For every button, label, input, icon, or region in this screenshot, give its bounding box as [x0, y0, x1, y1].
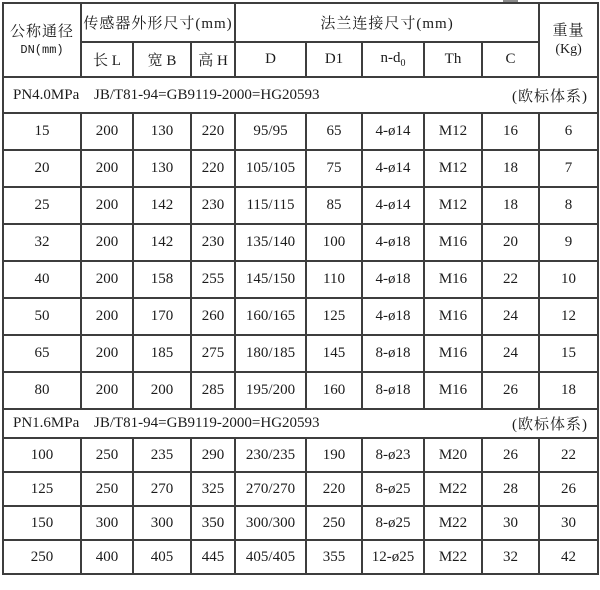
cell-length: 250	[81, 438, 133, 472]
cell-weight: 8	[539, 187, 598, 224]
cell-width: 158	[133, 261, 191, 298]
cell-width: 270	[133, 472, 191, 506]
cell-height: 230	[191, 187, 235, 224]
cell-d1: 85	[306, 187, 362, 224]
cell-height: 325	[191, 472, 235, 506]
header-sensor-group: 传感器外形尺寸(mm)	[81, 3, 235, 42]
header-c: C	[482, 42, 539, 77]
cell-c: 16	[482, 113, 539, 150]
cell-weight: 7	[539, 150, 598, 187]
cell-height: 260	[191, 298, 235, 335]
section-pressure: PN4.0MPa	[13, 86, 80, 103]
cell-weight: 30	[539, 506, 598, 540]
cell-th: M16	[424, 261, 482, 298]
section-standard: JB/T81-94=GB9119-2000=HG20593	[94, 86, 320, 103]
cell-nd0: 4-ø18	[362, 298, 424, 335]
cell-width: 405	[133, 540, 191, 574]
cell-d: 160/165	[235, 298, 306, 335]
header-width: 宽 B	[133, 42, 191, 77]
cell-length: 300	[81, 506, 133, 540]
cell-weight: 15	[539, 335, 598, 372]
cell-dn: 15	[3, 113, 81, 150]
header-th: Th	[424, 42, 482, 77]
cell-dn: 150	[3, 506, 81, 540]
cell-length: 200	[81, 298, 133, 335]
header-dn	[3, 3, 81, 77]
cell-width: 142	[133, 187, 191, 224]
cell-length: 200	[81, 113, 133, 150]
table-row	[3, 187, 598, 224]
cell-th: M12	[424, 113, 482, 150]
header-height: 高 H	[191, 42, 235, 77]
cell-height: 220	[191, 150, 235, 187]
header-weight-line1: 重量	[552, 23, 585, 39]
cell-c: 20	[482, 224, 539, 261]
cell-d: 405/405	[235, 540, 306, 574]
cell-length: 200	[81, 335, 133, 372]
dimension-table	[2, 2, 599, 575]
table-row	[3, 224, 598, 261]
cell-height: 350	[191, 506, 235, 540]
cell-weight: 22	[539, 438, 598, 472]
cell-d: 145/150	[235, 261, 306, 298]
cell-nd0: 4-ø18	[362, 224, 424, 261]
header-row-sub	[3, 42, 598, 77]
section-pressure: PN1.6MPa	[13, 415, 80, 431]
cell-d: 180/185	[235, 335, 306, 372]
section-banner	[4, 85, 597, 106]
section-note: (欧标体系)	[512, 88, 589, 105]
header-flange-group: 法兰连接尺寸(mm)	[235, 3, 539, 42]
cell-dn: 25	[3, 187, 81, 224]
cell-height: 230	[191, 224, 235, 261]
cell-th: M22	[424, 506, 482, 540]
cell-d1: 125	[306, 298, 362, 335]
cell-length: 200	[81, 187, 133, 224]
cell-th: M16	[424, 224, 482, 261]
cell-c: 30	[482, 506, 539, 540]
cell-c: 24	[482, 298, 539, 335]
cell-c: 26	[482, 438, 539, 472]
cell-d: 115/115	[235, 187, 306, 224]
table-row	[3, 506, 598, 540]
cell-d1: 355	[306, 540, 362, 574]
cell-weight: 26	[539, 472, 598, 506]
cell-height: 285	[191, 372, 235, 409]
cell-d: 195/200	[235, 372, 306, 409]
cell-weight: 9	[539, 224, 598, 261]
cell-width: 142	[133, 224, 191, 261]
cell-dn: 50	[3, 298, 81, 335]
cell-width: 130	[133, 113, 191, 150]
cell-th: M16	[424, 298, 482, 335]
cell-th: M12	[424, 150, 482, 187]
cell-c: 22	[482, 261, 539, 298]
cell-weight: 10	[539, 261, 598, 298]
cell-dn: 32	[3, 224, 81, 261]
cell-d: 300/300	[235, 506, 306, 540]
header-nd0	[362, 42, 424, 77]
cell-width: 185	[133, 335, 191, 372]
cell-th: M20	[424, 438, 482, 472]
cell-nd0: 8-ø18	[362, 372, 424, 409]
header-row-groups	[3, 3, 598, 42]
section-row-pn16	[3, 409, 598, 438]
cell-nd0: 8-ø23	[362, 438, 424, 472]
cell-d: 230/235	[235, 438, 306, 472]
cell-nd0: 4-ø18	[362, 261, 424, 298]
cell-width: 300	[133, 506, 191, 540]
cell-length: 400	[81, 540, 133, 574]
cell-nd0: 4-ø14	[362, 187, 424, 224]
cell-th: M12	[424, 187, 482, 224]
header-d: D	[235, 42, 306, 77]
cell-nd0: 8-ø25	[362, 472, 424, 506]
cell-c: 18	[482, 187, 539, 224]
table-row	[3, 150, 598, 187]
cell-height: 290	[191, 438, 235, 472]
cell-dn: 80	[3, 372, 81, 409]
header-weight-line2: (Kg)	[555, 42, 582, 57]
section-standard: JB/T81-94=GB9119-2000=HG20593	[94, 415, 320, 431]
cell-length: 200	[81, 261, 133, 298]
cell-th: M16	[424, 335, 482, 372]
cell-width: 170	[133, 298, 191, 335]
header-d1: D1	[306, 42, 362, 77]
table-row	[3, 438, 598, 472]
cell-length: 250	[81, 472, 133, 506]
cell-width: 200	[133, 372, 191, 409]
cell-d: 135/140	[235, 224, 306, 261]
cell-th: M22	[424, 472, 482, 506]
cell-c: 28	[482, 472, 539, 506]
cell-dn: 40	[3, 261, 81, 298]
header-nd0-base: n-d	[380, 50, 401, 66]
cell-dn: 100	[3, 438, 81, 472]
section-note: (欧标体系)	[512, 417, 589, 433]
cell-height: 275	[191, 335, 235, 372]
cell-c: 32	[482, 540, 539, 574]
header-dn-line1: 公称通径	[9, 24, 74, 40]
cell-th: M16	[424, 372, 482, 409]
cell-nd0: 8-ø18	[362, 335, 424, 372]
cell-width: 235	[133, 438, 191, 472]
cell-length: 200	[81, 372, 133, 409]
cell-d1: 160	[306, 372, 362, 409]
cell-width: 130	[133, 150, 191, 187]
header-length: 长 L	[81, 42, 133, 77]
cell-weight: 12	[539, 298, 598, 335]
cell-length: 200	[81, 150, 133, 187]
cell-d1: 145	[306, 335, 362, 372]
table-row	[3, 540, 598, 574]
cell-d1: 65	[306, 113, 362, 150]
header-weight	[539, 3, 598, 77]
cell-height: 255	[191, 261, 235, 298]
table-row	[3, 113, 598, 150]
table-row	[3, 298, 598, 335]
cell-length: 200	[81, 224, 133, 261]
table-row	[3, 335, 598, 372]
cell-d: 105/105	[235, 150, 306, 187]
cell-dn: 20	[3, 150, 81, 187]
cell-d1: 250	[306, 506, 362, 540]
cell-d1: 75	[306, 150, 362, 187]
section-banner	[4, 413, 597, 434]
cell-c: 24	[482, 335, 539, 372]
cell-nd0: 4-ø14	[362, 113, 424, 150]
cell-d: 95/95	[235, 113, 306, 150]
header-nd0-subscript: 0	[400, 58, 406, 69]
cell-d1: 190	[306, 438, 362, 472]
cell-dn: 125	[3, 472, 81, 506]
table-row	[3, 261, 598, 298]
cell-d1: 100	[306, 224, 362, 261]
cell-c: 18	[482, 150, 539, 187]
section-row-pn40	[3, 77, 598, 113]
table-row	[3, 372, 598, 409]
cell-d1: 220	[306, 472, 362, 506]
cell-nd0: 8-ø25	[362, 506, 424, 540]
cell-weight: 42	[539, 540, 598, 574]
cell-weight: 6	[539, 113, 598, 150]
cropped-text-artifact	[503, 0, 518, 2]
cell-height: 220	[191, 113, 235, 150]
cell-nd0: 4-ø14	[362, 150, 424, 187]
cell-d: 270/270	[235, 472, 306, 506]
cell-weight: 18	[539, 372, 598, 409]
cell-th: M22	[424, 540, 482, 574]
table-row	[3, 472, 598, 506]
header-dn-line2: DN(mm)	[20, 43, 64, 57]
cell-d1: 110	[306, 261, 362, 298]
cell-height: 445	[191, 540, 235, 574]
cell-nd0: 12-ø25	[362, 540, 424, 574]
cell-c: 26	[482, 372, 539, 409]
cell-dn: 250	[3, 540, 81, 574]
cell-dn: 65	[3, 335, 81, 372]
